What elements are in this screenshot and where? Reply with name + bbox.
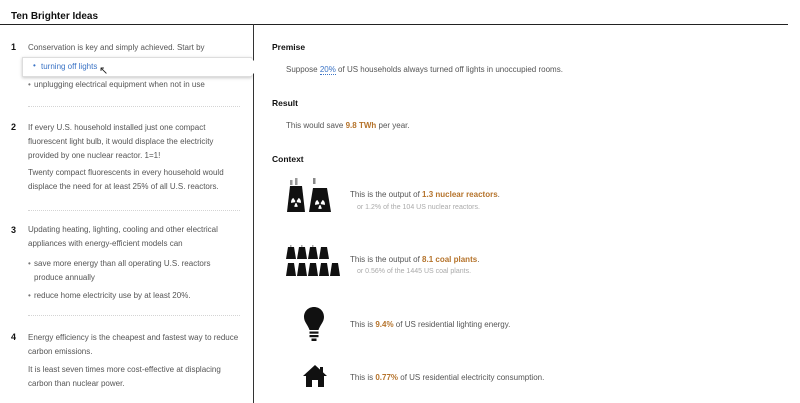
context-pre: This is the output of [350,255,423,264]
context-heading: Context [272,154,304,164]
idea-text: Twenty compact fluorescents in every household would displace the need for at least 25% of all U.S. reactors. [28,168,224,191]
idea-text: Conservation is key and simply achieved. Start by [28,43,205,52]
result-value: 9.8 TWh [345,121,377,130]
idea-text: If every U.S. household installed just one compact fluorescent light bulb, it would displace the electricity provided by one nuclear reactor. 1=1! [28,123,214,160]
context-pre: This is [350,320,376,329]
premise-heading: Premise [272,42,306,52]
result-heading: Result [272,98,298,108]
premise-text [286,65,563,74]
house-icon [302,364,328,388]
premise-post: of US households always turned off lights in unoccupied rooms. [335,65,563,74]
context-pre: This is [350,373,376,382]
bullet-dot: • [33,61,36,70]
context-coal-subtext: or 0.56% of the 1445 US coal plants. [357,268,472,275]
result-post: per year. [376,121,410,130]
context-post: . [477,255,480,264]
context-coal-text [350,255,479,264]
context-nuclear-text [350,190,500,199]
option-unplugging-equipment[interactable]: • unplugging electrical equipment when not in use [34,78,205,91]
context-post: of US residential electricity consumption. [398,373,545,382]
title-divider [0,24,788,25]
coal-plant-icon [285,245,345,277]
idea-text: Energy efficiency is the cheapest and fastest way to reduce carbon emissions. [28,333,239,356]
context-post: . [497,190,500,199]
context-value: 9.4% [375,320,394,329]
idea-number: 1 [11,42,17,52]
context-pre: This is the output of [350,190,423,199]
context-post: of US residential lighting energy. [393,320,511,329]
idea-separator [28,315,240,316]
idea-number: 2 [11,122,17,132]
idea-text: Updating heating, lighting, cooling and other electrical appliances with energy-efficient models can [28,225,218,248]
idea-number: 4 [11,332,17,342]
result-pre: This would save [286,121,346,130]
premise-pre: Suppose [286,65,320,74]
idea-separator [28,210,240,211]
light-bulb-icon [303,306,325,342]
page-title: Ten Brighter Ideas [11,11,99,22]
bullet-item: • save more energy than all operating U.S. reactors produce annually [34,257,229,285]
idea-separator [28,106,240,107]
option-turning-off-lights[interactable]: turning off lights [41,62,98,71]
selected-option-callout[interactable] [22,57,252,77]
idea-number: 3 [11,225,17,235]
context-value: 1.3 nuclear reactors [422,190,498,199]
result-text [286,121,410,130]
mouse-cursor-icon: ↖ [99,65,109,77]
premise-percent-value[interactable]: 20% [319,65,336,74]
context-residential-text [350,373,544,382]
context-lighting-text [350,320,510,329]
column-divider [253,24,254,403]
bullet-item: • reduce home electricity use by at least 20%. [34,289,191,302]
idea-text: It is least seven times more cost-effective at displacing carbon than nuclear power. [28,365,221,388]
context-nuclear-subtext: or 1.2% of the 104 US nuclear reactors. [357,204,480,211]
context-value: 8.1 coal plants [422,255,478,264]
context-value: 0.77% [375,373,399,382]
nuclear-plant-icon [285,176,340,212]
